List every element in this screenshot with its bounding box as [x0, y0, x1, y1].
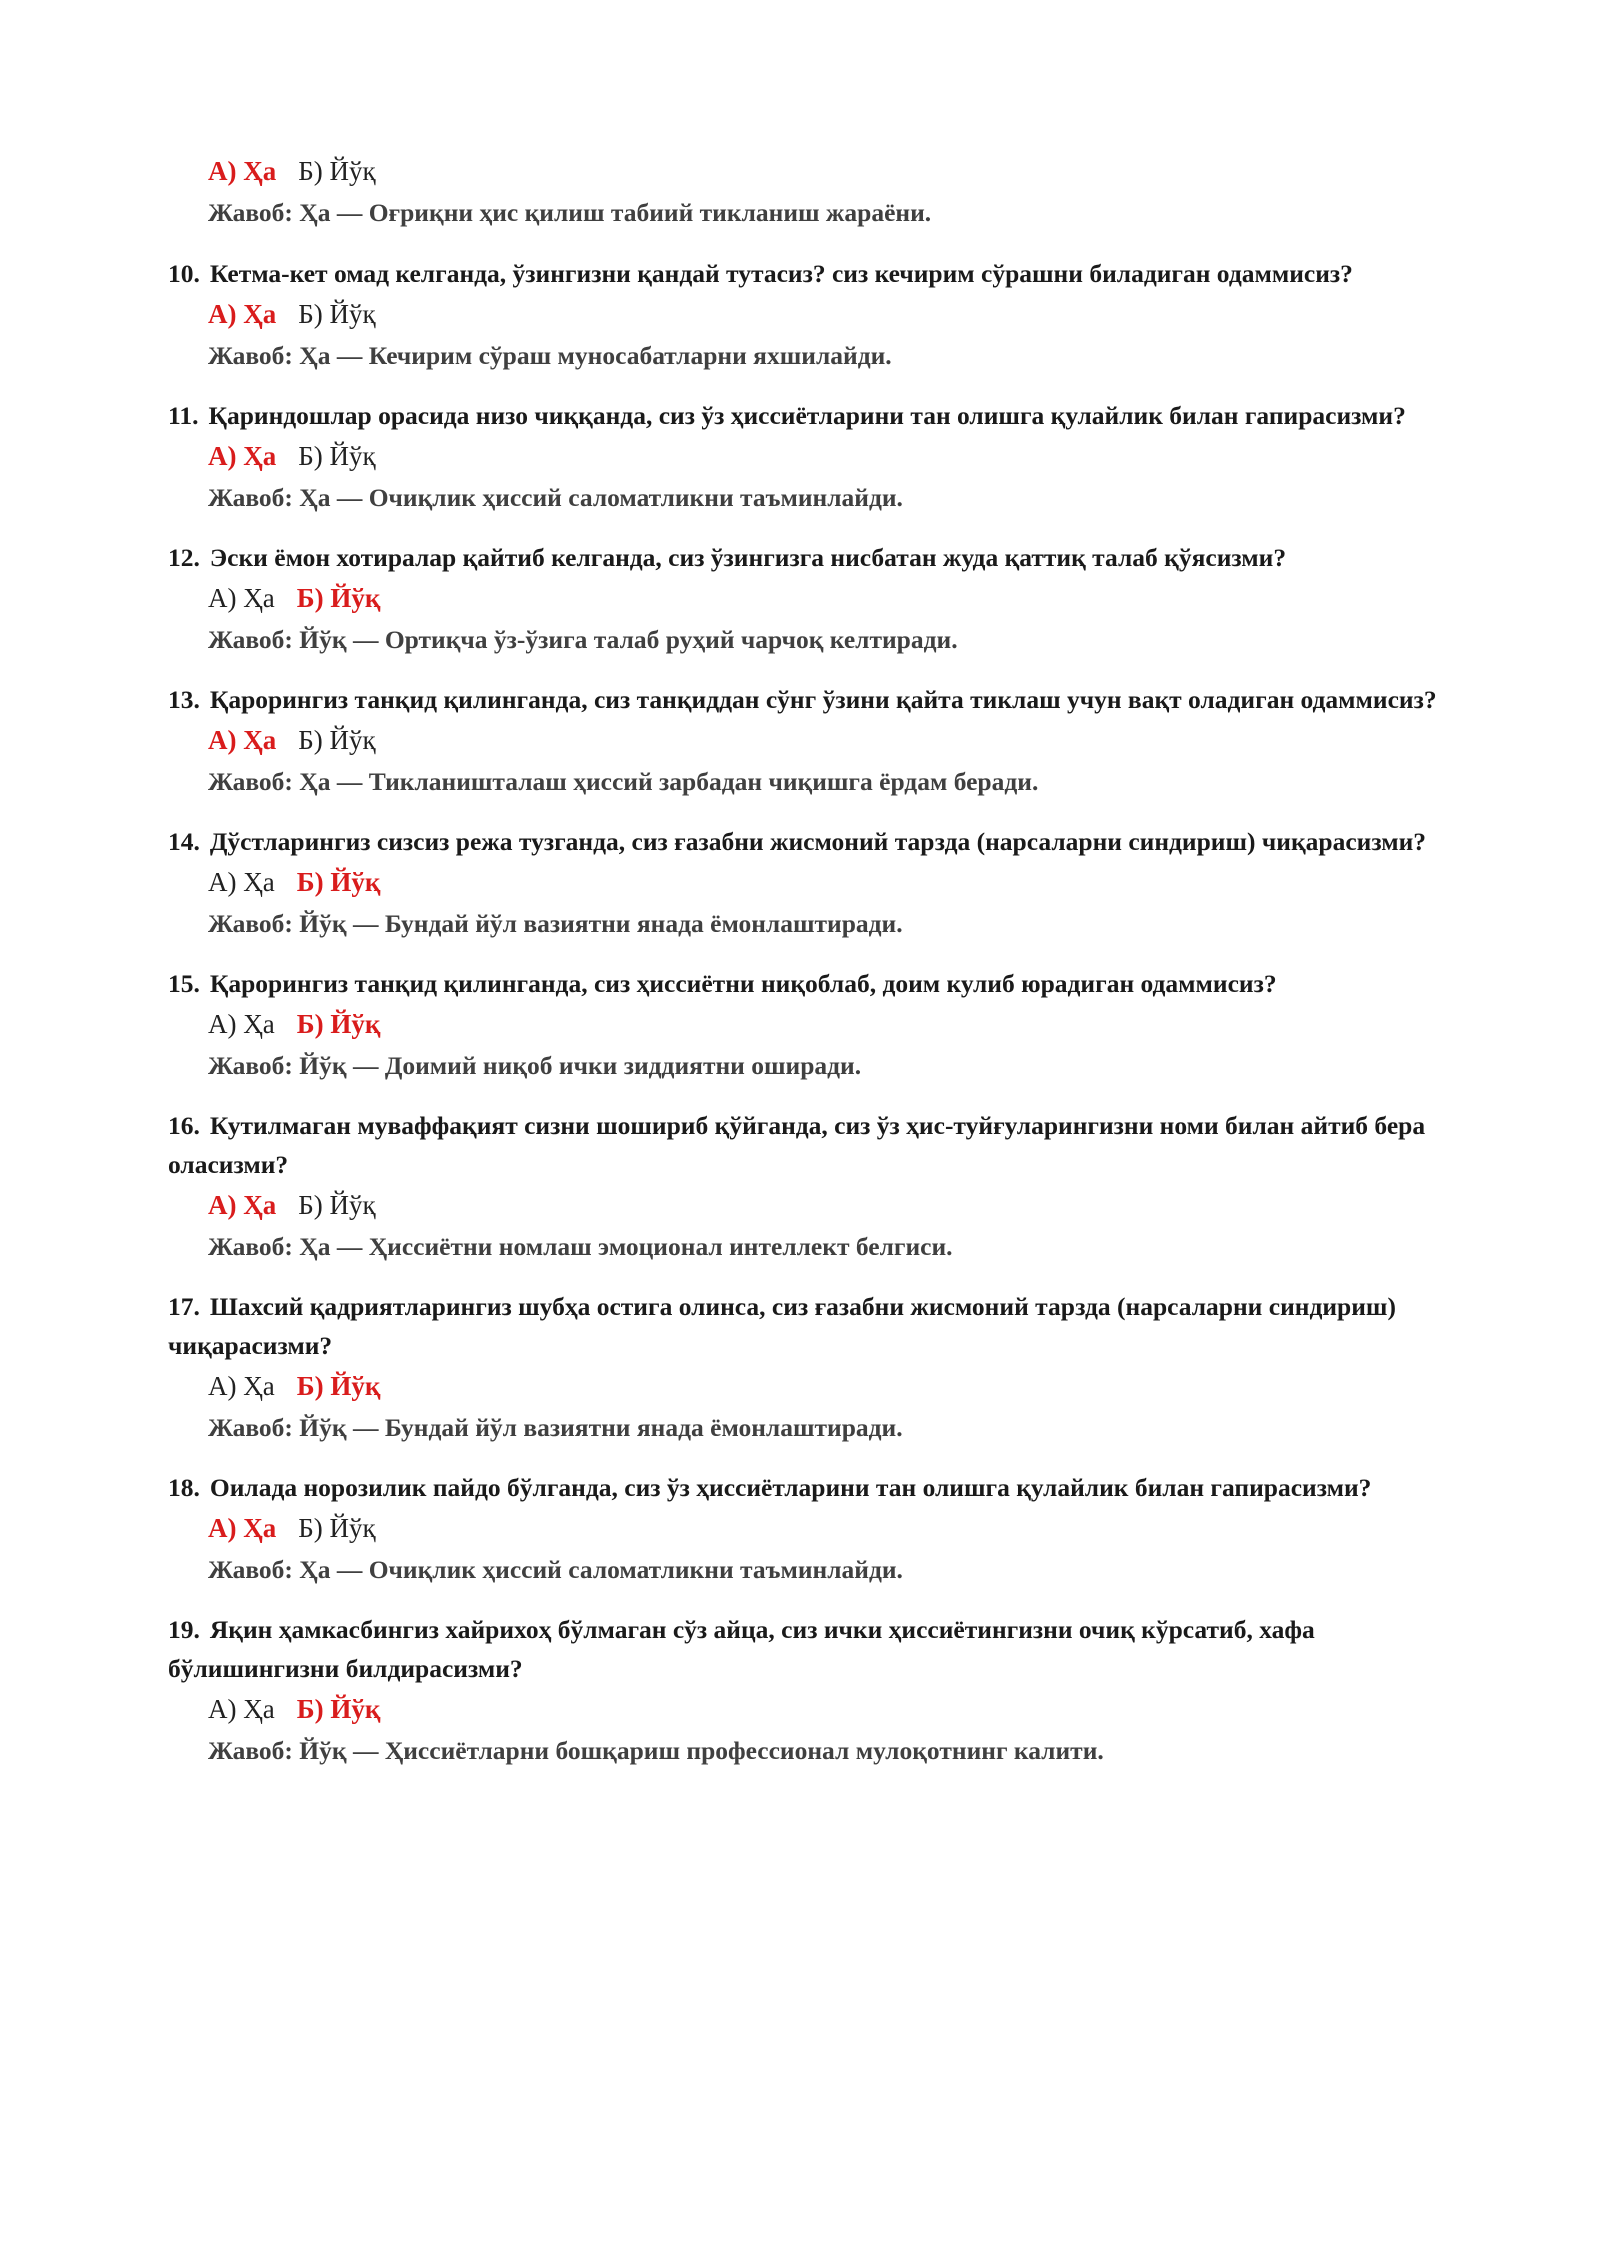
option-b: Б) Йўқ: [298, 1190, 376, 1220]
answer-options: [208, 150, 1468, 192]
answer-options: [208, 861, 1468, 903]
option-a: А) Ҳа: [208, 1190, 277, 1220]
option-b: Б) Йўқ: [298, 156, 376, 186]
question-number: 13.: [168, 685, 200, 714]
option-a: А) Ҳа: [208, 867, 275, 897]
option-b: Б) Йўқ: [296, 1694, 381, 1724]
question-block-16: [168, 1106, 1468, 1268]
question-label: Қарорингиз танқид қилинганда, сиз ҳиссиётни ниқоблаб, доим кулиб юрадиган одаммисиз?: [209, 969, 1277, 998]
question-block-9-tail: [168, 150, 1468, 234]
question-number: 19.: [168, 1615, 200, 1644]
question-text: [168, 680, 1468, 719]
question-number: 18.: [168, 1473, 200, 1502]
question-block-19: [168, 1610, 1468, 1772]
question-block-15: [168, 964, 1468, 1087]
question-block-11: [168, 396, 1468, 519]
question-block-18: [168, 1468, 1468, 1591]
option-a: А) Ҳа: [208, 583, 275, 613]
option-a: А) Ҳа: [208, 1009, 275, 1039]
question-text: [168, 254, 1468, 293]
question-text: [168, 822, 1468, 861]
question-label: Яқин ҳамкасбингиз хайрихоҳ бўлмаган сўз айца, сиз ички ҳиссиётингизни очиқ кўрсатиб, хафа бўлишингизни билдирасизми?: [168, 1615, 1315, 1683]
question-label: Қариндошлар орасида низо чиққанда, сиз ўз ҳиссиётларини тан олишга қулайлик билан гапирасизми?: [208, 401, 1406, 430]
answer-options: [208, 719, 1468, 761]
answer-options: [208, 293, 1468, 335]
question-block-13: [168, 680, 1468, 803]
answer-options: [208, 1003, 1468, 1045]
question-number: 14.: [168, 827, 200, 856]
question-number: 11.: [168, 401, 199, 430]
answer-explanation: Жавоб: Ҳа — Очиқлик ҳиссий саломатликни таъминлайди.: [208, 1555, 903, 1584]
answer-explanation: Жавоб: Йўқ — Доимий ниқоб ички зиддиятни оширади.: [208, 1051, 862, 1080]
answer-options: [208, 1688, 1468, 1730]
question-block-14: [168, 822, 1468, 945]
option-b: Б) Йўқ: [296, 1371, 381, 1401]
question-text: [168, 396, 1468, 435]
question-number: 17.: [168, 1292, 200, 1321]
answer-options: [208, 1184, 1468, 1226]
question-text: [168, 538, 1468, 577]
question-text: [168, 1287, 1468, 1365]
document-page: [168, 150, 1468, 1791]
option-b: Б) Йўқ: [298, 725, 376, 755]
question-number: 16.: [168, 1111, 200, 1140]
question-text: [168, 1610, 1468, 1688]
question-text: [168, 964, 1468, 1003]
question-label: Шахсий қадриятларингиз шубҳа остига олинса, сиз ғазабни жисмоний тарзда (нарсаларни синдириш) чиқарасизми?: [168, 1292, 1396, 1360]
question-number: 15.: [168, 969, 200, 998]
question-label: Кетма-кет омад келганда, ўзингизни қандай тутасиз? сиз кечирим сўрашни биладиган одаммисиз?: [209, 259, 1353, 288]
option-b: Б) Йўқ: [296, 867, 381, 897]
option-a: А) Ҳа: [208, 725, 277, 755]
question-number: 10.: [168, 259, 200, 288]
option-a: А) Ҳа: [208, 299, 277, 329]
question-text: [168, 1468, 1468, 1507]
answer-explanation: Жавоб: Йўқ — Бундай йўл вазиятни янада ёмонлаштиради.: [208, 909, 903, 938]
question-label: Кутилмаган муваффақият сизни шошириб қўйганда, сиз ўз ҳис-туйғуларингизни номи билан айтиб бера оласизми?: [168, 1111, 1426, 1179]
answer-options: [208, 577, 1468, 619]
answer-options: [208, 1507, 1468, 1549]
answer-explanation: Жавоб: Ҳа — Оғриқни ҳис қилиш табиий тикланиш жараёни.: [208, 198, 932, 227]
answer-explanation: Жавоб: Йўқ — Ҳиссиётларни бошқариш профессионал мулоқотнинг калити.: [208, 1736, 1104, 1765]
option-a: А) Ҳа: [208, 1694, 275, 1724]
option-b: Б) Йўқ: [296, 1009, 381, 1039]
option-b: Б) Йўқ: [298, 1513, 376, 1543]
answer-explanation: Жавоб: Йўқ — Ортиқча ўз-ўзига талаб руҳий чарчоқ келтиради.: [208, 625, 958, 654]
question-label: Қарорингиз танқид қилинганда, сиз танқиддан сўнг ўзини қайта тиклаш учун вақт оладиган одаммисиз?: [209, 685, 1437, 714]
answer-explanation: Жавоб: Ҳа — Кечирим сўраш муносабатларни яхшилайди.: [208, 341, 892, 370]
question-label: Оилада норозилик пайдо бўлганда, сиз ўз ҳиссиётларини тан олишга қулайлик билан гапирасизми?: [209, 1473, 1372, 1502]
answer-explanation: Жавоб: Ҳа — Тикланишталаш ҳиссий зарбадан чиқишга ёрдам беради.: [208, 767, 1039, 796]
answer-explanation: Жавоб: Ҳа — Ҳиссиётни номлаш эмоционал интеллект белгиси.: [208, 1232, 953, 1261]
option-a: А) Ҳа: [208, 441, 277, 471]
question-label: Дўстларингиз сизсиз режа тузганда, сиз ғазабни жисмоний тарзда (нарсаларни синдириш) чиқарасизми?: [209, 827, 1427, 856]
answer-options: [208, 435, 1468, 477]
question-text: [168, 1106, 1468, 1184]
option-a: А) Ҳа: [208, 1513, 277, 1543]
question-block-12: [168, 538, 1468, 661]
answer-explanation: Жавоб: Ҳа — Очиқлик ҳиссий саломатликни таъминлайди.: [208, 483, 903, 512]
question-label: Эски ёмон хотиралар қайтиб келганда, сиз ўзингизга нисбатан жуда қаттиқ талаб қўясизми?: [209, 543, 1287, 572]
answer-options: [208, 1365, 1468, 1407]
question-block-17: [168, 1287, 1468, 1449]
question-block-10: [168, 254, 1468, 377]
option-b: Б) Йўқ: [298, 299, 376, 329]
question-number: 12.: [168, 543, 200, 572]
option-a: А) Ҳа: [208, 1371, 275, 1401]
option-a: А) Ҳа: [208, 156, 277, 186]
answer-explanation: Жавоб: Йўқ — Бундай йўл вазиятни янада ёмонлаштиради.: [208, 1413, 903, 1442]
option-b: Б) Йўқ: [298, 441, 376, 471]
option-b: Б) Йўқ: [296, 583, 381, 613]
